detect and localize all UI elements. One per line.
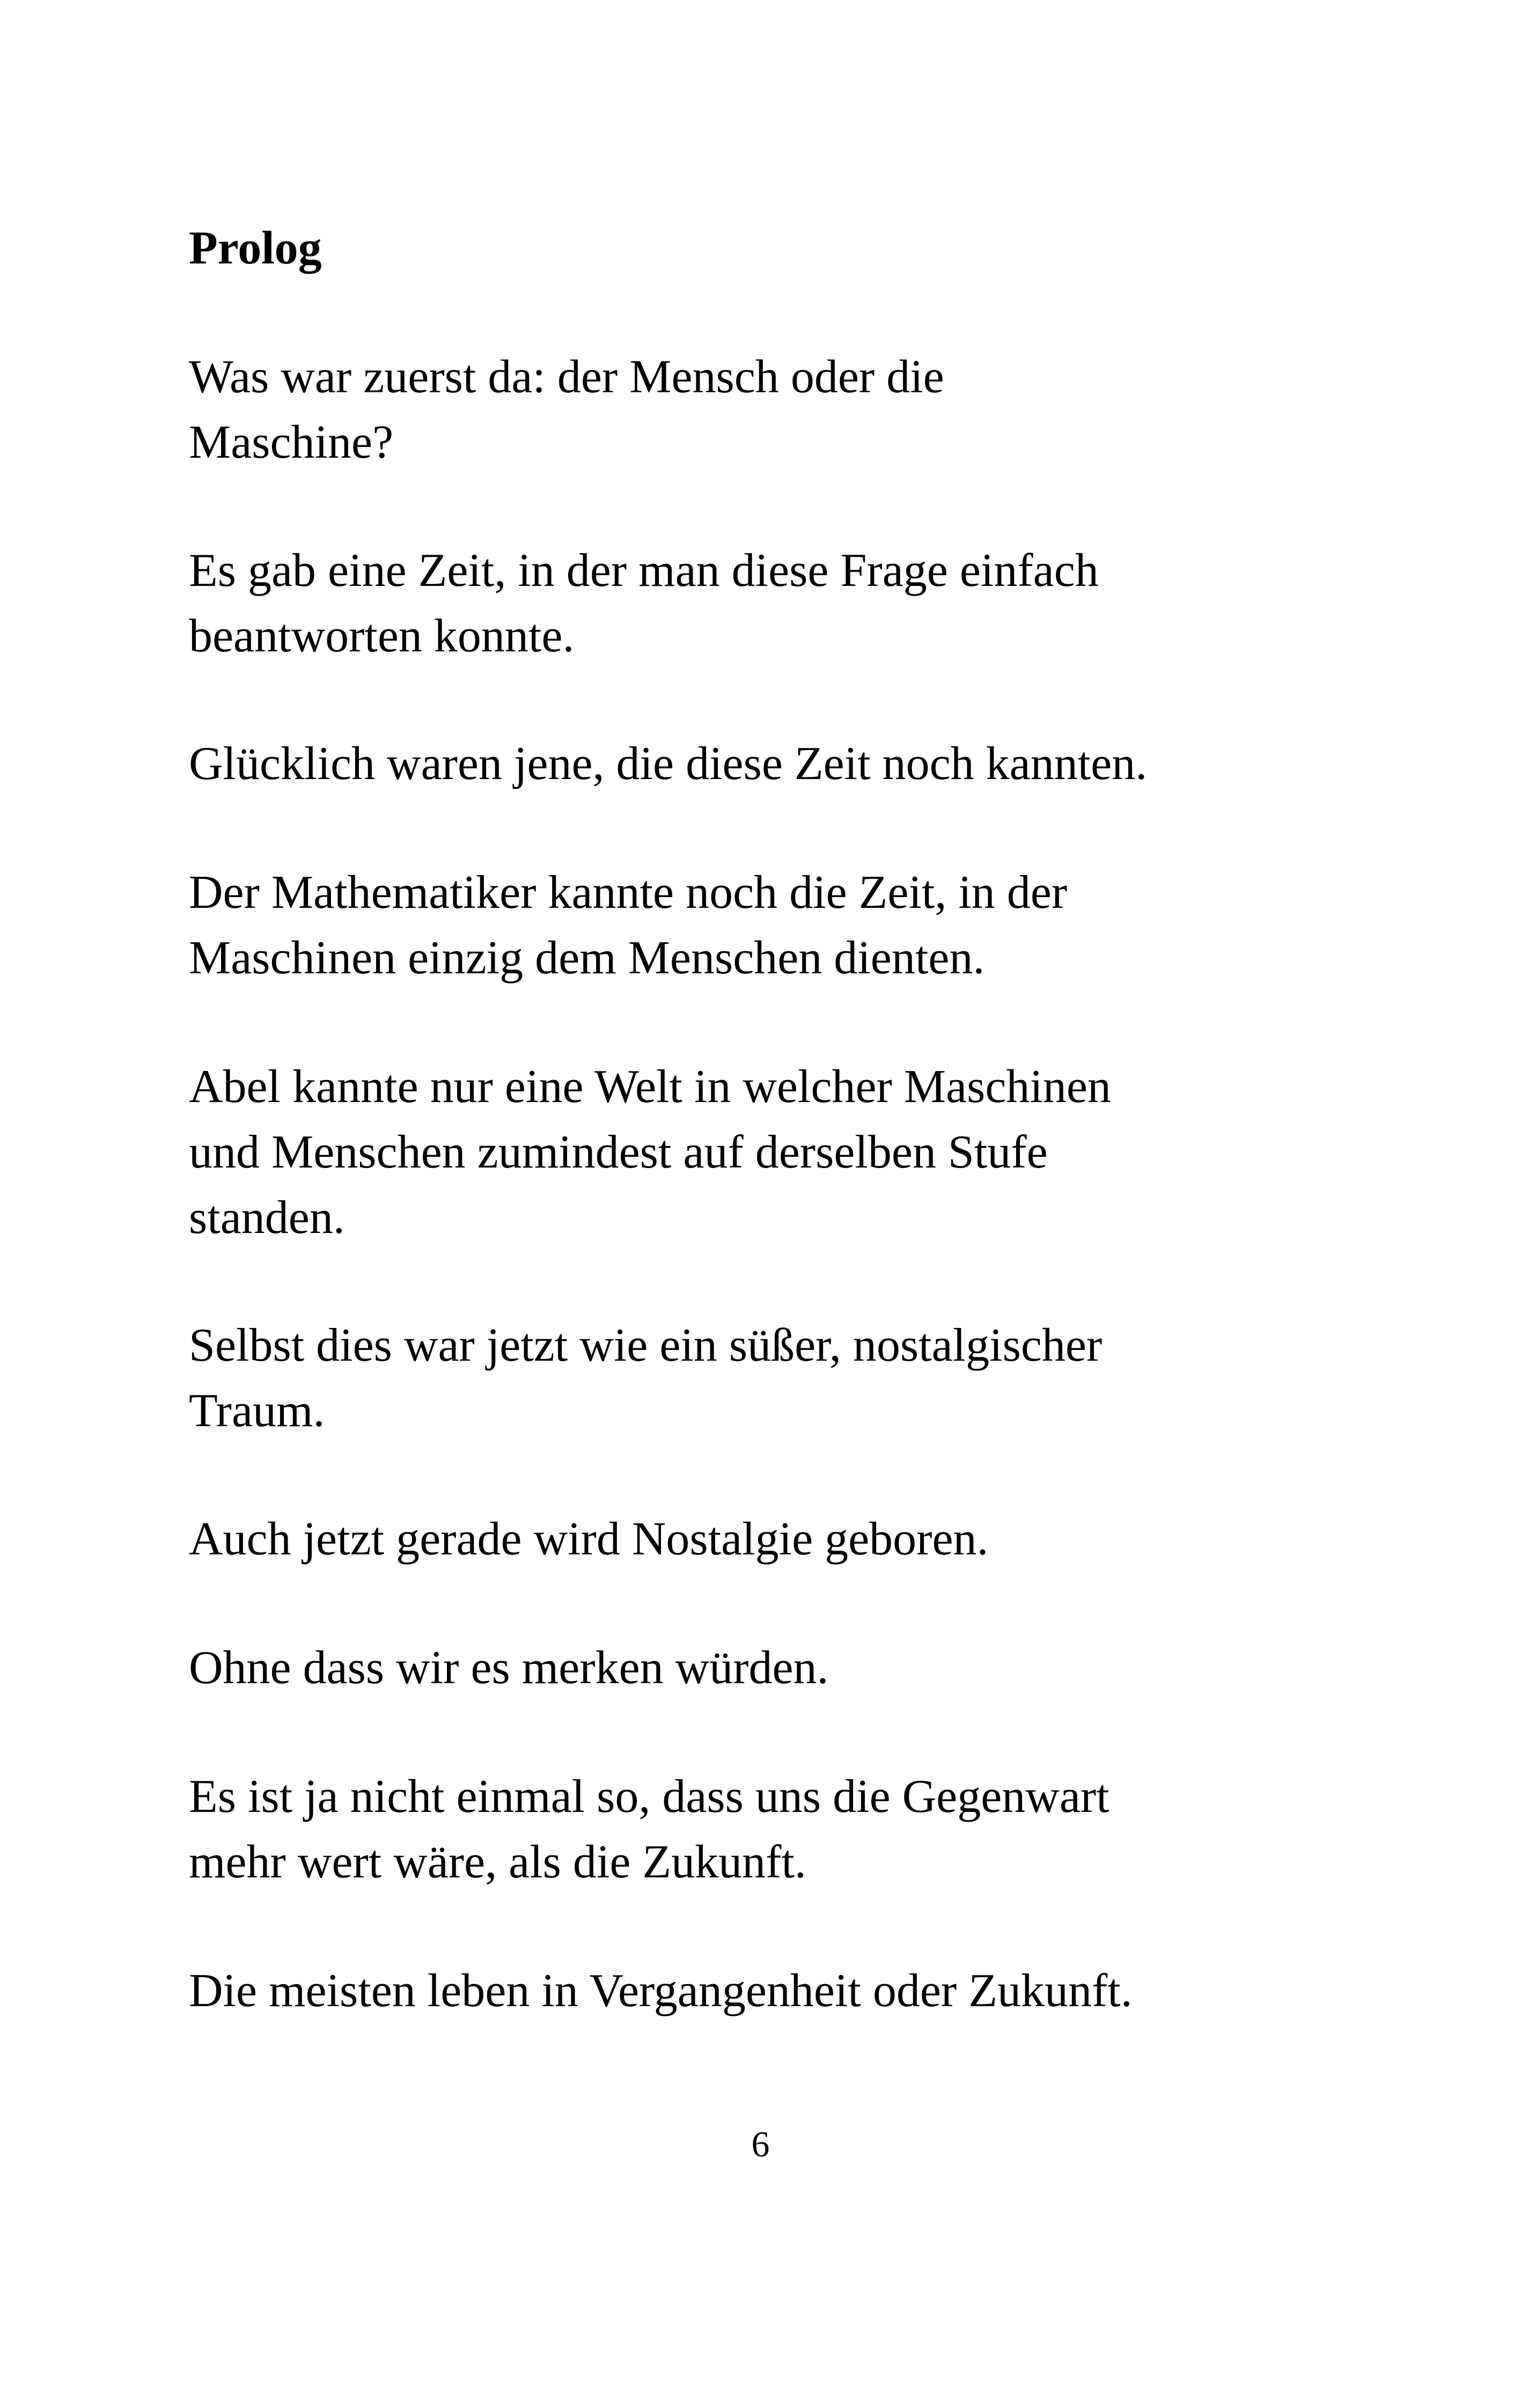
paragraph-1: Was war zuerst da: der Mensch oder die Maschine? bbox=[189, 351, 944, 468]
paragraph-4: Der Mathematiker kannte noch die Zeit, in der Maschinen einzig dem Menschen dienten. bbox=[189, 867, 1068, 984]
chapter-title: Prolog bbox=[189, 222, 322, 274]
paragraph-6: Selbst dies war jetzt wie ein süßer, nostalgischer Traum. bbox=[189, 1319, 1103, 1437]
paragraph-9: Es ist ja nicht einmal so, dass uns die Gegenwart mehr wert wäre, als die Zukunft. bbox=[189, 1771, 1109, 1888]
paragraph-5: Abel kannte nur eine Welt in welcher Maschinen und Menschen zumindest auf derselben Stufe standen. bbox=[189, 1061, 1111, 1244]
page-number: 6 bbox=[751, 2124, 770, 2164]
paragraph-10: Die meisten leben in Vergangenheit oder Zukunft. bbox=[189, 1965, 1133, 2017]
paragraph-7: Auch jetzt gerade wird Nostalgie geboren. bbox=[189, 1513, 989, 1565]
paragraph-2: Es gab eine Zeit, in der man diese Frage einfach beantworten konnte. bbox=[189, 545, 1099, 662]
paragraph-8: Ohne dass wir es merken würden. bbox=[189, 1642, 829, 1694]
paragraph-3: Glücklich waren jene, die diese Zeit noch kannten. bbox=[189, 738, 1148, 790]
